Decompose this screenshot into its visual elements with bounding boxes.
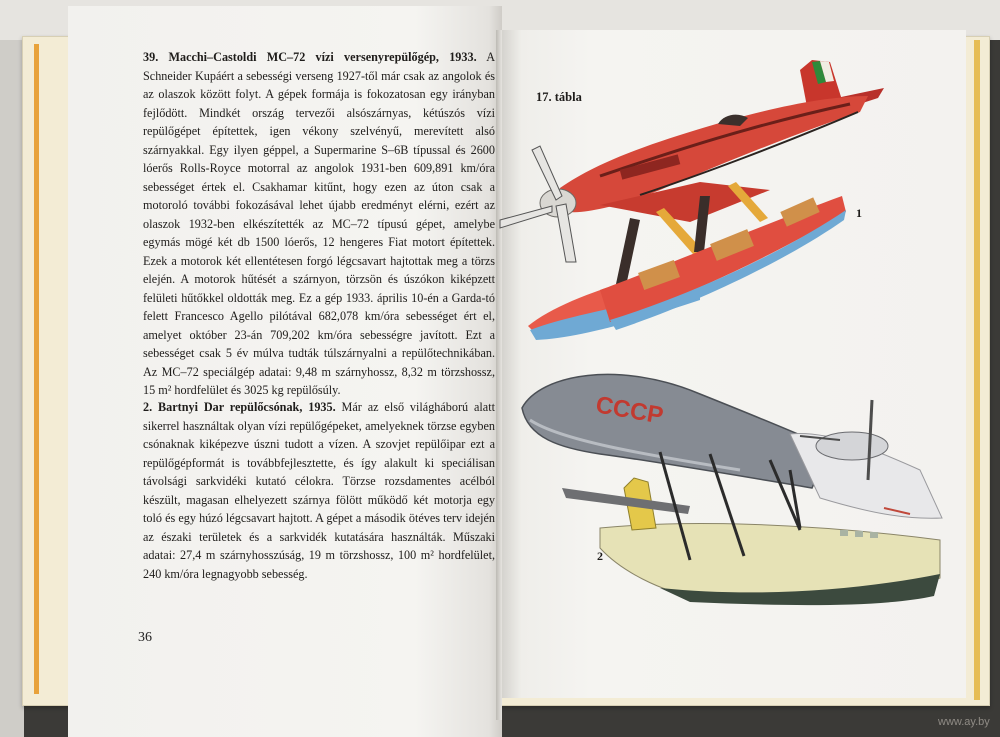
entry-bartnyi-body: Már az első világháború alatt sikerrel használtak olyan vízi repülőgépeket, amelyeknek törzse egyben csónaknak kiképezve úszni tudott a vízen. A szovjet repülőipar ezt a repülőgépformát is továbbfejlesztette, és így alakult ki speciálisan távolsági sarkvidéki kutató célokra. Törzse rozsdamentes acélból készült, magasan elhelyezett szárnya fölött működő két motorja egy toló és egy húzó légcsavart hajtott. A gépet a második ötéves terv idején az északi területek és a sarkvidék kutatására használták. Műszaki adatai: 27,4 m szárnyhosszúság, 19 m törzshossz, 100 m² hordfelület, 240 km/óra legnagyobb sebesség.	[143, 400, 495, 581]
macchi-mc72-illustration	[500, 60, 884, 340]
wing-marking: СССР	[593, 391, 666, 430]
entry-macchi-heading: 39. Macchi–Castoldi MC–72 vízi versenyrepülőgép, 1933.	[143, 50, 477, 64]
figure-1-number: 1	[856, 206, 862, 220]
float-strut	[616, 218, 640, 286]
entry-macchi-body: A Schneider Kupáért a sebességi verseng 1927-től már csak az angolok és az olaszok között folyt. A gépek formája is fokozatosan egy irányban fejlődött. Mindkét ország tervezői alsószárnyas, kétúszós vízi repülőgépet építettek, igen vékony szelvényű, merevített alsó szárnyakkal. Egy ilyen géppel, a Supermarine S–6B típussal és 2600 lóerős Rolls-Royce motorral az angolok 1931-ben 609,891 km/óra sebességet értek el. Csakhamar kitűnt, hogy ezen az úton csak a motoroló további fokozásával lehet újabb eredményt elérni, ezért az olaszok 1932-ben elkészítették az MC–72 típusú gépet, amelybe egymás mögé két db 1500 lóerős, 12 hengeres Fiat motort építettek. Ezek a motorok két ellentétesen forgó légcsavart hajtottak meg a törzs elején. A motorok hűtését a szárnyon, törzsön és úszókon kiképzett felületi hűtőkkel oldották meg. Ez a gép 1933. április 10-én a Garda-tó felett Francesco Agello pilótával 682,078 km/óra sebességet ért el, amelyet október 23-án 709,202 km/óra sebességre javított. Ezt a sebességet csak 5 év múlva tudták túlszárnyalni a repülőtechnikában. Az MC–72 speciálgép adatai: 9,48 m szárnyhossz, 8,32 m törzshossz, 15 m² hordfelület és 3025 kg repülősúly.	[143, 50, 496, 397]
propeller-blade	[556, 204, 576, 262]
bartnyi-dar-illustration	[522, 374, 942, 605]
figure-2-number: 2	[597, 549, 603, 563]
upper-wing	[522, 374, 830, 488]
propeller-blade	[500, 206, 552, 228]
engine-nacelle	[816, 432, 888, 460]
page-number: 36	[138, 630, 152, 645]
plate-title: 17. tábla	[536, 90, 582, 104]
entry-bartnyi-heading: 2. Bartnyi Dar repülőcsónak, 1935.	[143, 400, 336, 414]
watermark: www.ay.by	[938, 716, 990, 728]
